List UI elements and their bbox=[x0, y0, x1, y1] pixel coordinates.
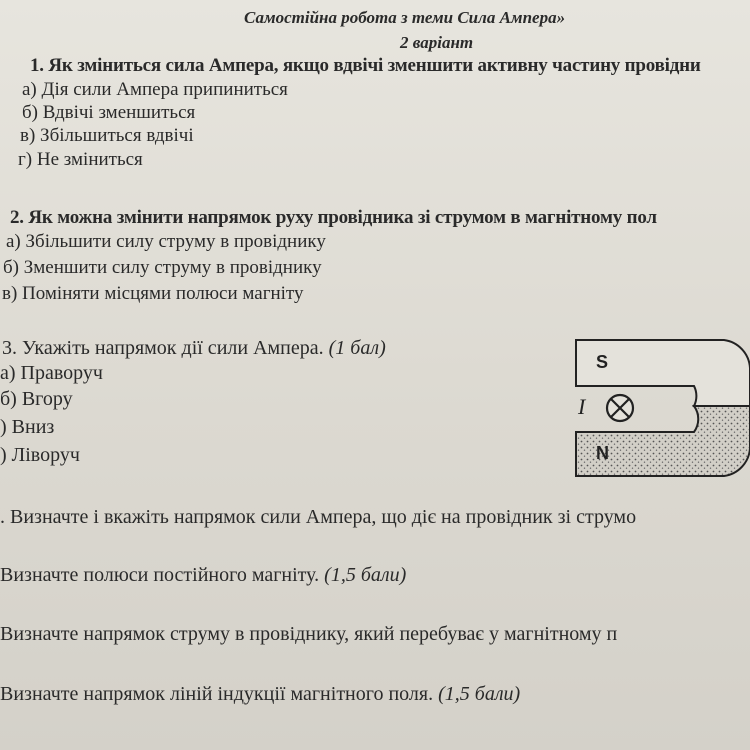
worksheet-title: Самостійна робота з теми Сила Ампера» bbox=[244, 8, 566, 27]
question-2-option-a: а) Збільшити силу струму в провіднику bbox=[6, 231, 326, 252]
question-2-option-b: б) Зменшити силу струму в провіднику bbox=[3, 257, 322, 278]
magnet-diagram bbox=[574, 338, 750, 487]
question-1-option-c: в) Збільшиться вдвічі bbox=[20, 125, 194, 146]
question-1-option-d: г) Не зміниться bbox=[18, 149, 143, 170]
question-1-text: 1. Як зміниться сила Ампера, якщо вдвічі зменшити активну частину провідни bbox=[30, 55, 701, 76]
magnet-n-arm bbox=[576, 406, 750, 476]
pole-label-n: N bbox=[596, 443, 609, 463]
question-5-prompt: Визначте полюси постійного магніту. bbox=[0, 564, 320, 586]
question-6-text: Визначте напрямок струму в провіднику, який перебуває у магнітному п bbox=[0, 623, 618, 645]
question-3-option-c: ) Вниз bbox=[0, 416, 55, 438]
question-3-option-d: ) Ліворуч bbox=[0, 444, 80, 466]
question-2-option-c: в) Поміняти місцями полюси магніту bbox=[2, 283, 304, 304]
pole-label-s: S bbox=[596, 352, 609, 372]
question-3-text bbox=[2, 337, 386, 360]
magnet-drawing bbox=[574, 338, 750, 482]
question-3-option-a: а) Праворуч bbox=[0, 362, 103, 384]
conductor-cross-icon bbox=[607, 395, 633, 421]
question-7-prompt: Визначте напрямок ліній індукції магнітного поля. bbox=[0, 683, 434, 705]
question-1-option-a: а) Дія сили Ампера припиниться bbox=[22, 79, 288, 100]
question-3-prompt: 3. Укажіть напрямок дії сили Ампера. bbox=[2, 337, 324, 359]
question-3-points: (1 бал) bbox=[328, 337, 386, 359]
question-7-points: (1,5 бали) bbox=[438, 683, 521, 705]
question-3-option-b: б) Вгору bbox=[0, 388, 73, 410]
question-5-text bbox=[0, 564, 406, 587]
question-7-text bbox=[0, 683, 520, 706]
current-label: I bbox=[578, 394, 586, 419]
question-4-text: . Визначте і вкажіть напрямок сили Ампера, що діє на провідник зі струмо bbox=[0, 506, 637, 528]
magnet-s-arm bbox=[576, 340, 750, 406]
question-2-text: 2. Як можна змінити напрямок руху провідника зі струмом в магнітному пол bbox=[10, 207, 657, 228]
question-5-points: (1,5 бали) bbox=[324, 564, 407, 586]
question-1-option-b: б) Вдвічі зменшиться bbox=[22, 102, 196, 123]
variant-label: 2 варіант bbox=[400, 33, 474, 52]
